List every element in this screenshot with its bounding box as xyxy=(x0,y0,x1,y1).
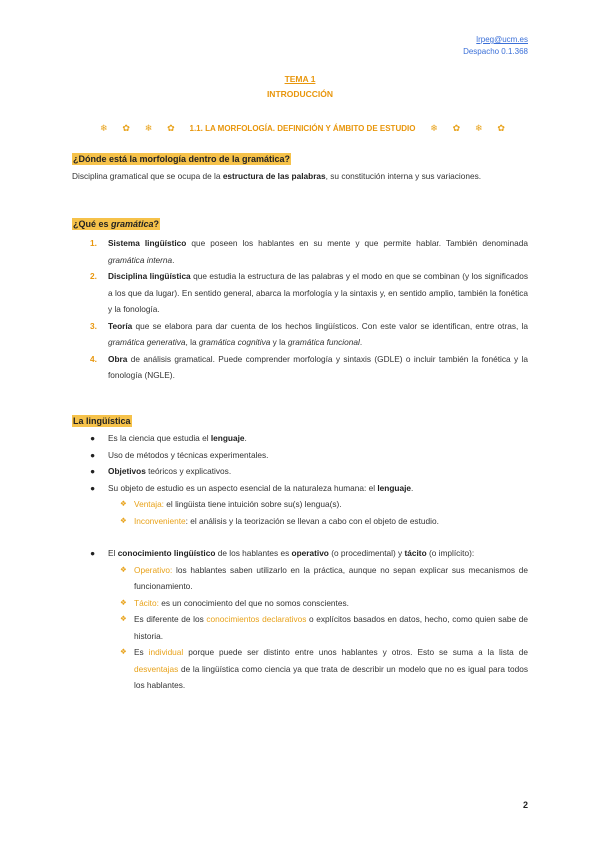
list-item: ● Objetivos teóricos y explicativos. xyxy=(90,466,232,476)
diamond-bullet-icon: ❖ xyxy=(120,564,127,574)
heading-what-is-grammar: ¿Qué es gramática? xyxy=(73,219,160,229)
sublist xyxy=(108,562,528,694)
ornament-icon: ❄ xyxy=(100,123,108,133)
list-item: ● Es la ciencia que estudia el lenguaje. xyxy=(90,433,247,443)
ornament-icon: ✿ xyxy=(122,123,130,133)
ornament-icon: ✿ xyxy=(452,123,461,133)
diamond-bullet-icon: ❖ xyxy=(120,597,127,607)
list-item: 2. Disciplina lingüística que estudia la estructura de las palabras y el modo en que se combinan (y los significados a los que da lugar). En sentido general, abarca la morfología y la sintaxis y, en sentido amplio, también la fonética y la fonología. xyxy=(90,271,528,314)
grammar-definitions-list xyxy=(72,235,528,384)
list-item: ● El conocimiento lingüístico de los hablantes es operativo (o procedimental) y tácito (o implícito): ❖ Operativo: los hablantes saben utilizarlo en la práctica, aunque no sepan explicar sus mecanismos de funcionamiento. ❖ Tácito: es un conocimiento del que no somos conscientes. ❖ Es diferente de los conocimientos declarativos o explícitos basados en datos, hecho, como quien sabe de historia. ❖ Es individual porque puede ser distinto entre unos hablantes y otros. Esto se suma a la lista de desventajas de la lingüística como ciencia ya que trata de describir un modelo que no es igual para todos los hablantes. xyxy=(72,545,528,694)
diamond-bullet-icon: ❖ xyxy=(120,499,127,508)
diamond-bullet-icon: ❖ xyxy=(120,515,127,525)
ornament-icon: ✿ xyxy=(497,123,505,133)
list-item: 3. Teoría que se elabora para dar cuenta de los hechos lingüísticos. Con este valor se identifican, entre otras, la gramática generativa, la gramática cognitiva y la gramática funcional. xyxy=(90,320,528,347)
list-item: ● Uso de métodos y técnicas experimentales. xyxy=(90,449,269,460)
diamond-bullet-icon: ❖ xyxy=(120,647,127,656)
heading-linguistics: La lingüística xyxy=(73,416,131,426)
topic-subtitle: INTRODUCCIÓN xyxy=(266,89,334,99)
contact-block xyxy=(463,34,528,58)
ornament-icon: ❄ xyxy=(430,123,438,133)
linguistics-list xyxy=(72,430,528,529)
sublist-item: ❖ Operativo: los hablantes saben utilizarlo en la práctica, aunque no sepan explicar sus mecanismos de funcionamiento. xyxy=(108,562,528,595)
list-item: ● Su objeto de estudio es un aspecto esencial de la naturaleza humana: el lenguaje. ❖ Ventaja: el lingüista tiene intuición sobre su(s) lengua(s). ❖ Inconveniente: el análisis y la teorización se llevan a cabo con el objeto de estudio. xyxy=(72,480,528,530)
office-text: Despacho 0.1.368 xyxy=(463,47,528,56)
sublist-item: ❖ Ventaja: el lingüista tiene intuición sobre su(s) lengua(s). xyxy=(108,496,528,513)
knowledge-list xyxy=(72,545,528,694)
page-number: 2 xyxy=(522,800,528,810)
ornament-icon: ✿ xyxy=(167,123,175,133)
ornament-icon: ❄ xyxy=(475,123,483,133)
section-title-row xyxy=(100,123,505,134)
diamond-bullet-icon: ❖ xyxy=(120,614,127,623)
section-title: 1.1. LA MORFOLOGÍA. DEFINICIÓN Y ÁMBITO DE ESTUDIO xyxy=(189,124,416,133)
topic-title: TEMA 1 xyxy=(284,74,316,84)
ornament-icon: ❄ xyxy=(144,123,153,133)
sublist-item: ❖ Es individual porque puede ser distinto entre unos hablantes y otros. Esto se suma a la lista de desventajas de la lingüística como ciencia ya que trata de describir un modelo que no es igual para todos los hablantes. xyxy=(108,644,528,694)
sublist-item: ❖ Tácito: es un conocimiento del que no somos conscientes. xyxy=(108,595,528,612)
sublist xyxy=(108,496,528,529)
paragraph-definition: Disciplina gramatical que se ocupa de la estructura de las palabras, su constitución interna y sus variaciones. xyxy=(72,171,482,181)
heading-morphology-place: ¿Dónde está la morfología dentro de la gramática? xyxy=(73,154,291,164)
email-link[interactable]: lrpeg@ucm.es xyxy=(476,35,528,44)
sublist-item: ❖ Es diferente de los conocimientos declarativos o explícitos basados en datos, hecho, como quien sabe de historia. xyxy=(108,611,528,644)
list-item: 4. Obra de análisis gramatical. Puede comprender morfología y sintaxis (GDLE) o incluir también la fonética y la fonología (NGLE). xyxy=(90,353,528,380)
list-item: 1. Sistema lingüístico que poseen los hablantes en su mente y que permite hablar. También denominada gramática interna. xyxy=(90,238,528,265)
sublist-item: ❖ Inconveniente: el análisis y la teorización se llevan a cabo con el objeto de estudio. xyxy=(108,513,528,530)
